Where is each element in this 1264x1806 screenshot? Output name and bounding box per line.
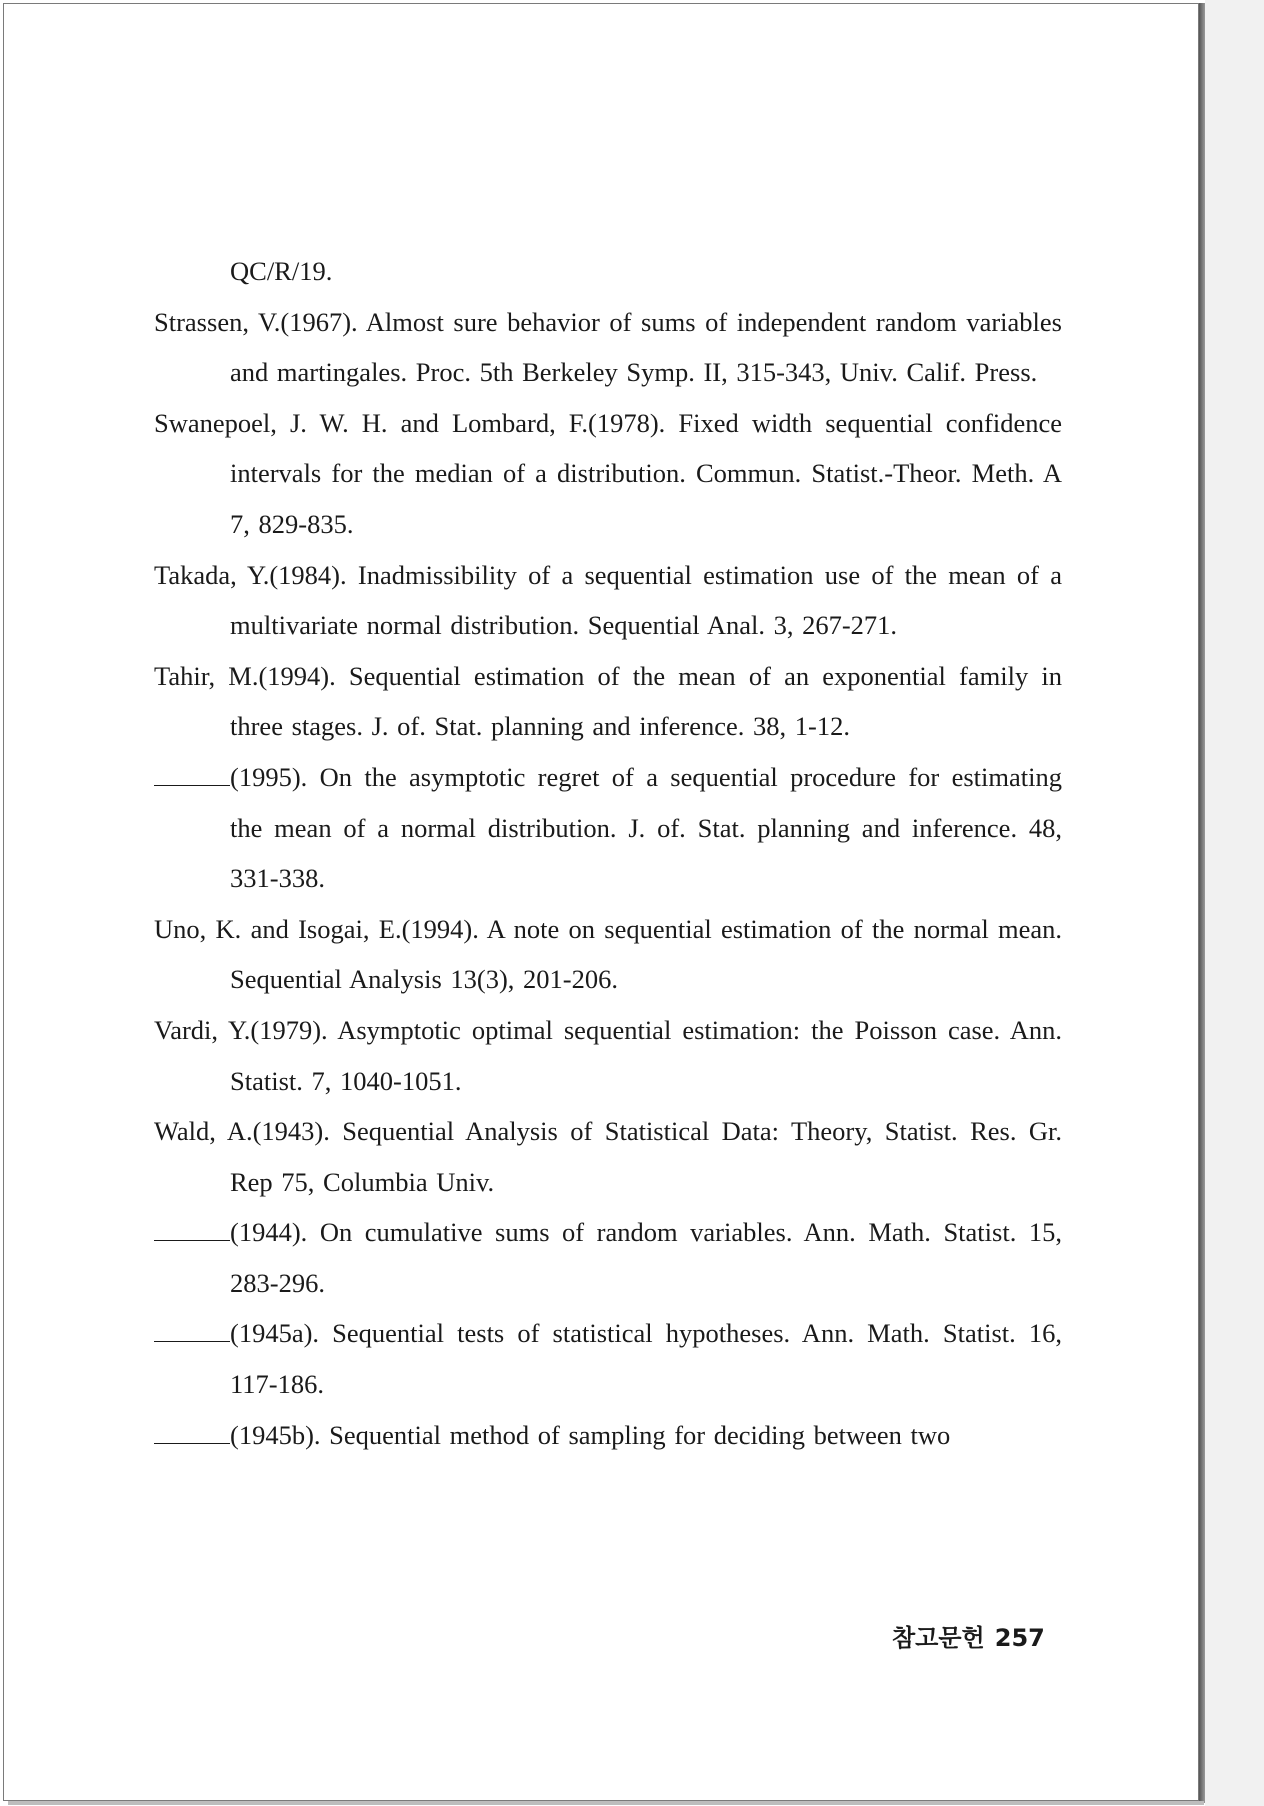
reference-entry [154,1005,1062,1106]
same-author-rule [154,1222,230,1241]
viewer-background [1205,0,1264,1806]
reference-entry [154,752,1062,904]
reference-entry [154,1410,1062,1461]
reference-entry [154,550,1062,651]
footer-section-title: 참고문헌 [892,1624,985,1652]
reference-text: (1945b). Sequential method of sampling for deciding between two [230,1419,951,1450]
reference-text: Vardi, Y.(1979). Asymptotic optimal sequential estimation: the Poisson case. Ann. Statist. 7, 1040-1051. [154,1014,1062,1096]
reference-list [154,246,1062,1460]
reference-entry [154,651,1062,752]
reference-text: (1945a). Sequential tests of statistical hypotheses. Ann. Math. Statist. 16, 117-186. [230,1318,1062,1400]
reference-entry [154,1207,1062,1308]
reference-text: Swanepoel, J. W. H. and Lombard, F.(1978). Fixed width sequential confidence intervals for the median of a distribution. Commun. Statist.-Theor. Meth. A 7, 829-835. [154,407,1062,539]
same-author-rule [154,1323,230,1342]
reference-text: (1944). On cumulative sums of random variables. Ann. Math. Statist. 15, 283-296. [230,1217,1062,1298]
same-author-rule [154,767,230,786]
page-number: 257 [994,1624,1045,1652]
page-bottom-shadow [8,1801,1204,1805]
reference-text: Strassen, V.(1967). Almost sure behavior of sums of independent random variables and martingales. Proc. 5th Berkeley Symp. II, 315-343, Univ. Calif. Press. [154,306,1062,388]
reference-entry [154,398,1062,550]
reference-text: Tahir, M.(1994). Sequential estimation of the mean of an exponential family in three stages. J. of. Stat. planning and inference. 38, 1-12. [154,660,1062,742]
same-author-rule [154,1425,230,1444]
reference-entry [154,904,1062,1005]
reference-text: QC/R/19. [230,256,333,286]
reference-entry [154,1308,1062,1409]
reference-entry [154,1106,1062,1207]
reference-continuation [154,246,1062,297]
reference-text: (1995). On the asymptotic regret of a sequential procedure for estimating the mean of a normal distribution. J. of. Stat. planning and inference. 48, 331-338. [230,761,1062,894]
reference-text: Takada, Y.(1984). Inadmissibility of a sequential estimation use of the mean of a multivariate normal distribution. Sequential Anal. 3, 267-271. [154,559,1062,641]
reference-text: Wald, A.(1943). Sequential Analysis of Statistical Data: Theory, Statist. Res. Gr. Rep 75, Columbia Univ. [154,1116,1062,1197]
reference-text: Uno, K. and Isogai, E.(1994). A note on sequential estimation of the normal mean. Sequential Analysis 13(3), 201-206. [154,913,1062,995]
page-footer [892,1618,1055,1653]
page [3,3,1199,1801]
reference-entry [154,297,1062,398]
